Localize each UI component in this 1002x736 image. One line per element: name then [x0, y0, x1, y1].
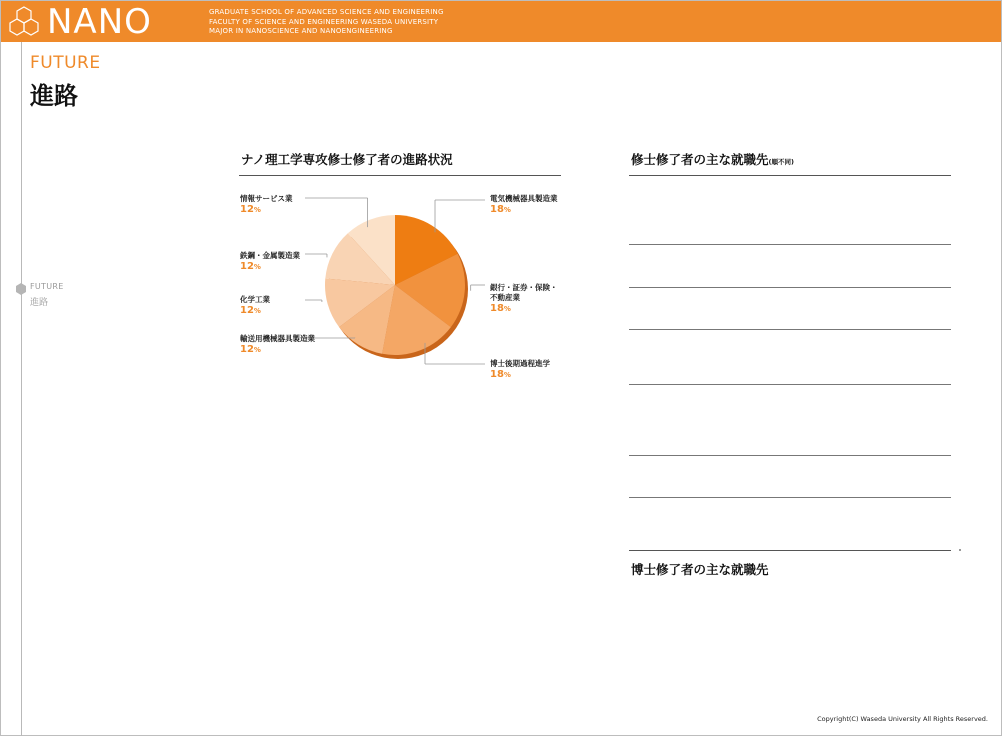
header-line: FACULTY OF SCIENCE AND ENGINEERING WASEDA UNIVERSITY	[209, 17, 439, 26]
pie-label-value: 18%	[490, 204, 511, 215]
pie-label-value: 12%	[240, 204, 261, 215]
pie-label-name: 輸送用機械器具製造業	[240, 334, 315, 343]
copyright-text: Copyright(C) Waseda University All Rights Reserved.	[817, 715, 988, 723]
doctor-employers-title: 博士修了者の主な就職先	[631, 562, 769, 577]
pie-label-name: 情報サービス業	[240, 194, 293, 203]
pie-label-electrical	[490, 194, 558, 216]
sidebar-item-label: 進路	[30, 298, 49, 308]
pie-label-steel	[240, 251, 300, 273]
list-divider	[629, 244, 951, 245]
list-divider	[629, 497, 951, 498]
list-divider	[629, 384, 951, 385]
order-note: (順不同)	[768, 158, 794, 166]
sidebar-rule	[21, 42, 22, 736]
sidebar-item-label-en: FUTURE	[30, 282, 64, 291]
pie-label-name: 博士後期過程進学	[490, 359, 550, 368]
page-title: 進路	[30, 82, 78, 110]
header-subtitle	[209, 8, 444, 37]
pie-label-name-2: 不動産業	[490, 293, 520, 302]
career-status-title: ナノ理工学専攻修士修了者の進路状況	[241, 152, 453, 167]
pie-label-doctoral	[490, 359, 550, 381]
dot-mark	[959, 549, 961, 551]
logo-text[interactable]: NANO	[47, 2, 152, 42]
pie-label-value: 18%	[490, 303, 511, 314]
header-line: MAJOR IN NANOSCIENCE AND NANOENGINEERING	[209, 27, 393, 35]
pie-label-value: 12%	[240, 261, 261, 272]
pie-label-value: 12%	[240, 344, 261, 355]
list-divider	[629, 550, 951, 551]
header-bar	[1, 1, 1001, 42]
section-rule	[629, 175, 951, 176]
pie-label-transport	[240, 334, 315, 356]
pie-label-name: 銀行・証券・保険・	[490, 283, 558, 292]
pie-label-name: 鉄鋼・金属製造業	[240, 251, 300, 260]
master-employers-title-text: 修士修了者の主な就職先	[631, 152, 769, 167]
list-divider	[629, 287, 951, 288]
list-divider	[629, 455, 951, 456]
pie-label-value: 18%	[490, 369, 511, 380]
pie-label-name: 電気機械器具製造業	[490, 194, 558, 203]
pie-label-finance	[490, 283, 558, 315]
page-title-en: FUTURE	[30, 53, 101, 73]
nano-logo-icon	[7, 5, 41, 39]
section-rule	[239, 175, 561, 176]
pie-label-it	[240, 194, 293, 216]
pie-label-chemical	[240, 295, 270, 317]
pie-label-name: 化学工業	[240, 295, 270, 304]
header-line: GRADUATE SCHOOL OF ADVANCED SCIENCE AND ENGINEERING	[209, 8, 444, 16]
master-employers-title	[631, 150, 794, 168]
hexagon-marker-icon	[15, 283, 27, 295]
list-divider	[629, 329, 951, 330]
pie-label-value: 12%	[240, 305, 261, 316]
